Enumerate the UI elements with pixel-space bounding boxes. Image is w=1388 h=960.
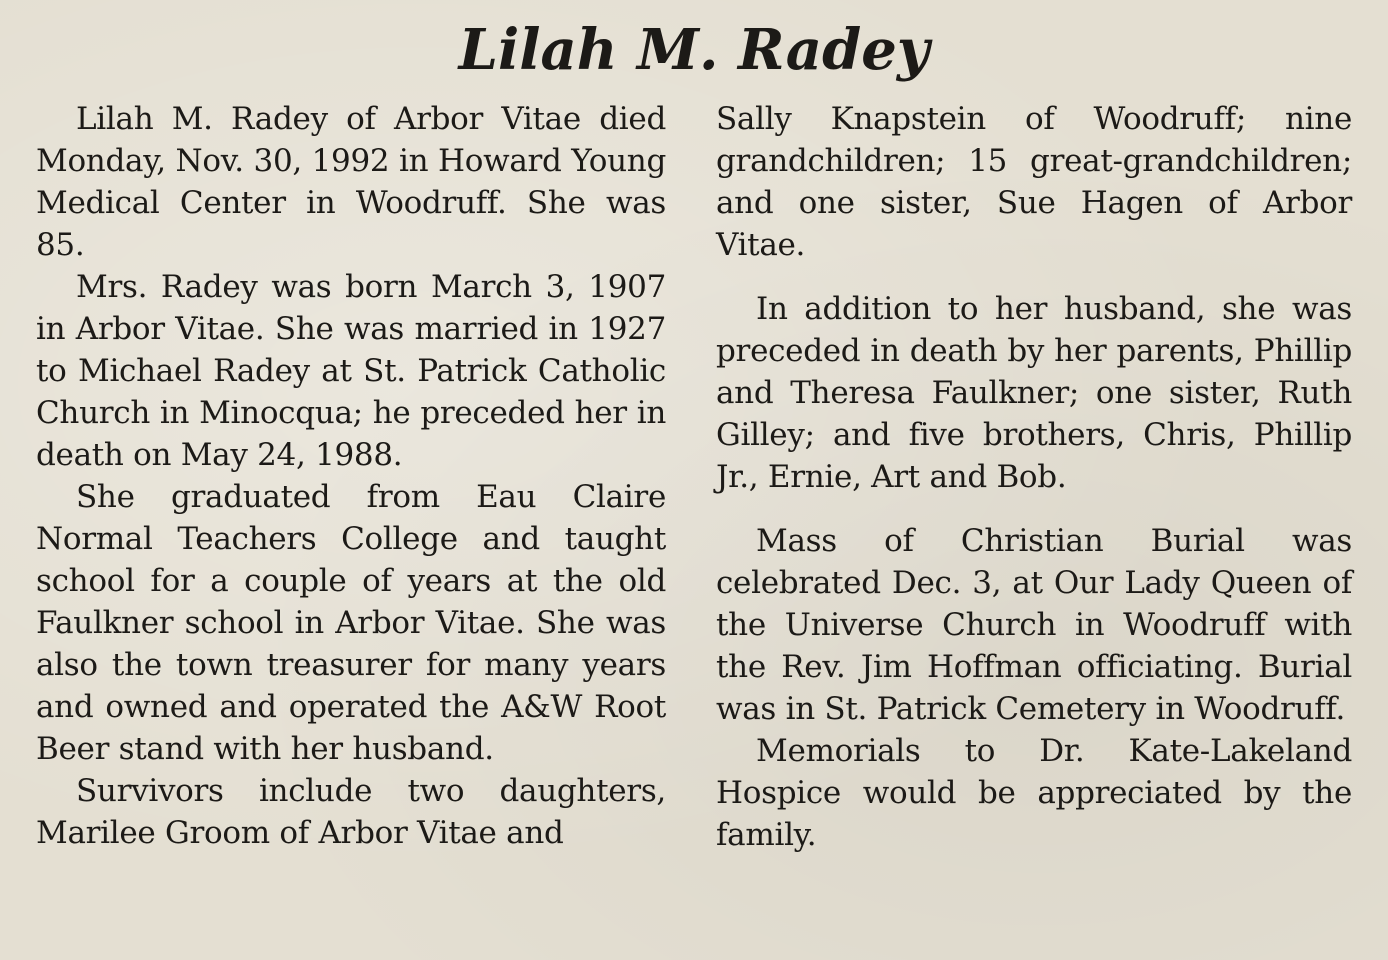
paragraph-career: She graduated from Eau Claire Normal Teachers College and taught school for a couple of years at the old Faulkner school in Arbor Vitae. She was also the town treasurer for many years and owned and operated the A&W Root Beer stand with her husband. — [36, 479, 666, 767]
paragraph-death-notice: Lilah M. Radey of Arbor Vitae died Monday, Nov. 30, 1992 in Howard Young Medical Center in Woodruff. She was 85. — [36, 101, 666, 263]
paragraph-birth-marriage: Mrs. Radey was born March 3, 1907 in Arbor Vitae. She was married in 1927 to Michael Radey at St. Patrick Catholic Church in Minocqua; he preceded her in death on May 24, 1988. — [36, 269, 666, 473]
obituary-title: Lilah M. Radey — [458, 17, 930, 83]
paragraph-survivors-start: Survivors include two daughters, Marilee Groom of Arbor Vitae and — [36, 773, 666, 851]
paragraph-survivors-continued: Sally Knapstein of Woodruff; nine grandchildren; 15 great-grandchildren; and one sister, Sue Hagen of Arbor Vitae. — [716, 101, 1352, 263]
right-column — [716, 98, 1352, 856]
paragraph-funeral-mass: Mass of Christian Burial was celebrated Dec. 3, at Our Lady Queen of the Universe Church in Woodruff with the Rev. Jim Hoffman officiating. Burial was in St. Patrick Cemetery in Woodruff. — [716, 523, 1352, 727]
paragraph-memorials: Memorials to Dr. Kate-Lakeland Hospice would be appreciated by the family. — [716, 733, 1352, 853]
paragraph-preceded-in-death: In addition to her husband, she was preceded in death by her parents, Phillip and Theresa Faulkner; one sister, Ruth Gilley; and five brothers, Chris, Phillip Jr., Ernie, Art and Bob. — [716, 291, 1352, 495]
left-column — [36, 98, 666, 854]
